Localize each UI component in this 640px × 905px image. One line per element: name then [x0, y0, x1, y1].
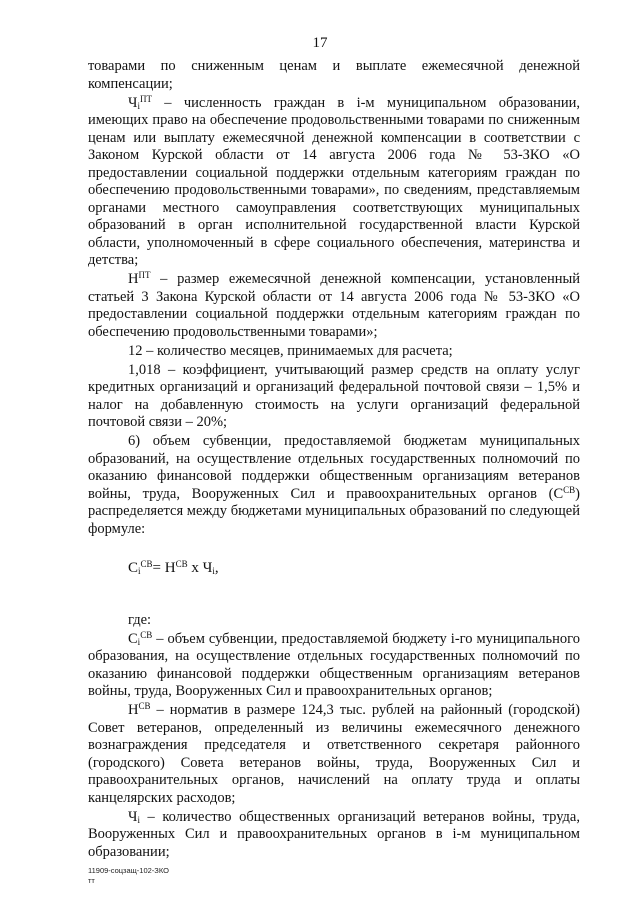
paragraph-ch-pt: $Ч_i^{ПТ}$ – численность граждан в i-м муниципальном образовании, имеющих право на обеспечение продовольственными товарами по сниженным ценам или выплату ежемесячной денежной компенсации в соответствии с Законом Курской области от 14 августа 2006 года № 53-ЗКО «О предоставлении социальной поддержки отдельным категориям граждан по обеспечению продовольственными товарами», по сведениям, представляемым органами местного самоуправления соответствующих муниципальных образований в орган исполнительной государственной власти Курской области, уполномоченный в сфере социального обеспечения, материнства и детства; [88, 93, 580, 268]
footer-document-code: 11909-соцзащ-102-ЗКО [88, 866, 169, 875]
paragraph-months: 12 – количество месяцев, принимаемых для расчета; [128, 342, 453, 359]
paragraph-ch-i: $Ч_i$ – количество общественных организаций ветеранов войны, труда, Вооруженных Сил и правоохранительных органов в i-м муниципальном образовании; [88, 808, 580, 860]
document-footer [88, 866, 169, 886]
document-body [88, 58, 580, 863]
paragraph-where: где: [128, 611, 152, 628]
paragraph-n-pt: $Н^{ПТ}$ – размер ежемесячной денежной компенсации, установленный статьей 3 Закона Курской области от 14 августа 2006 года № 53-ЗКО «О предоставлении социальной поддержки отдельным категориям граждан по обеспечению продовольственными товарами»; [88, 270, 580, 340]
paragraph-item-6: 6) объем субвенции, предоставляемой бюджетам муниципальных образований, на осуществление отдельных государственных полномочий по оказанию финансовой поддержки общественным организациям ветеранов войны, труда, Вооруженных Сил и правоохранительных органов $(С^{СВ})$ распределяется между бюджетами муниципальных образований по следующей формуле: [88, 433, 580, 537]
paragraph-continuation: товарами по сниженным ценам и выплате ежемесячной денежной компенсации; [88, 58, 580, 92]
footer-initials: тт [88, 876, 95, 885]
formula: $С_i^{СВ}= Н^{СВ}$ х $Ч_i$, [128, 559, 219, 576]
paragraph-c-sv: $С_i^{СВ}$ – объем субвенции, предоставляемой бюджету i-го муниципального образования, на осуществление отдельных государственных полномочий по оказанию финансовой поддержки общественным организациям ветеранов войны, труда, Вооруженных Сил и правоохранительных органов; [88, 629, 580, 699]
paragraph-n-sv: $Н^{СВ}$ – норматив в размере 124,3 тыс. рублей на районный (городской) Совет ветеранов, определенный из величины ежемесячного денежного вознаграждения председателя и ответственного секретаря районного (городского) Совета ветеранов войны, труда, Вооруженных Сил и правоохранительных органов, начислений на оплату труда и оплаты канцелярских расходов; [88, 701, 580, 806]
page-number: 17 [312, 35, 328, 51]
paragraph-coefficient: 1,018 – коэффициент, учитывающий размер средств на оплату услуг кредитных организаций и организаций федеральной почтовой связи – 1,5% и налог на добавленную стоимость на услуги организаций федеральной почтовой связи – 20%; [88, 361, 580, 430]
